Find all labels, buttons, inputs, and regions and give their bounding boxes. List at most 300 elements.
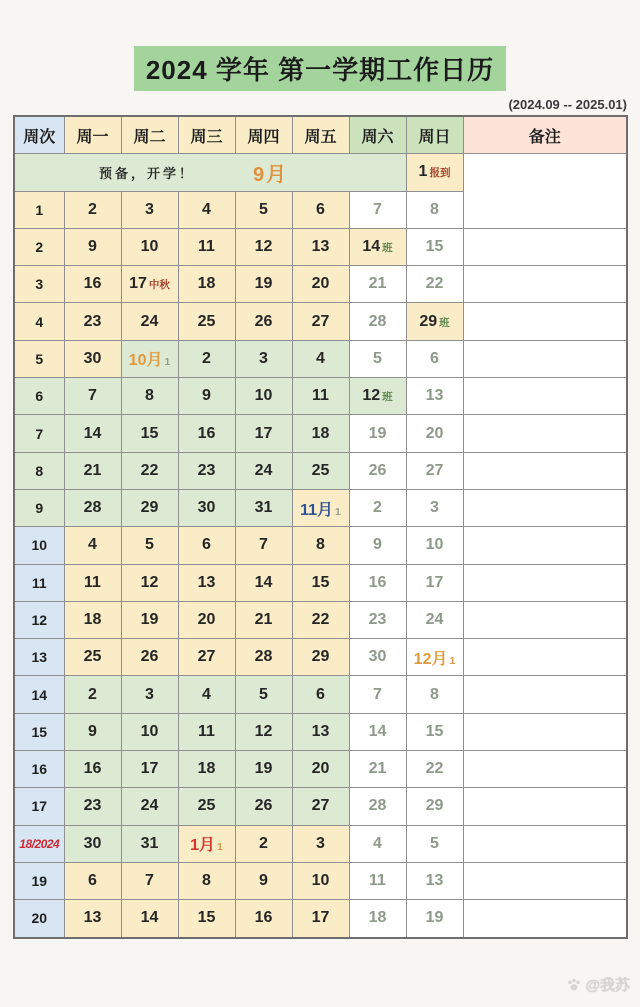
makeup-class-cell [406, 303, 463, 340]
week-row-8 [14, 452, 627, 489]
day-number: 13 [197, 573, 216, 591]
day-cell [178, 862, 235, 899]
day-number: 12 [254, 238, 273, 256]
day-number: 3 [259, 349, 268, 367]
day-number: 8 [316, 536, 325, 554]
col-header-2: 周二 [121, 116, 178, 154]
remark-cell [463, 825, 627, 862]
day-cell [406, 228, 463, 265]
day-number: 13 [83, 909, 102, 927]
remark-cell [463, 452, 627, 489]
day-cell [235, 900, 292, 938]
remark-cell [463, 676, 627, 713]
day-cell [235, 191, 292, 228]
day-cell [121, 228, 178, 265]
day-cell [178, 452, 235, 489]
day-cell [64, 564, 121, 601]
col-header-5: 周五 [292, 116, 349, 154]
day-number: 21 [368, 760, 387, 778]
day-number: 9 [259, 872, 268, 890]
week-row-10 [14, 527, 627, 564]
day-cell [292, 378, 349, 415]
day-cell [292, 676, 349, 713]
week-number-cell: 5 [14, 340, 64, 377]
day-cell [235, 713, 292, 750]
day-annotation: 1 [164, 356, 171, 369]
day-number: 19 [140, 611, 159, 628]
day-number: 1 [418, 163, 428, 181]
day-number: 6 [316, 200, 325, 218]
week-number-cell: 17 [14, 788, 64, 825]
day-cell [64, 378, 121, 415]
day-cell [406, 825, 463, 862]
day-cell [178, 340, 235, 377]
day-cell [349, 191, 406, 228]
week-number-cell: 2 [14, 228, 64, 265]
day-number: 10 [425, 536, 444, 554]
day-cell [64, 900, 121, 938]
day-cell [121, 527, 178, 564]
week-row-16 [14, 751, 627, 788]
day-cell [349, 788, 406, 825]
day-number: 7 [373, 200, 382, 218]
day-cell [235, 639, 292, 676]
week-row-13 [14, 639, 627, 676]
remark-cell [463, 303, 627, 340]
day-number: 5 [259, 685, 268, 703]
day-cell [235, 340, 292, 377]
day-number: 29 [311, 648, 330, 666]
day-cell [406, 415, 463, 452]
day-number: 16 [368, 573, 387, 591]
day-cell [292, 527, 349, 564]
day-number: 4 [316, 349, 325, 367]
day-cell [64, 751, 121, 788]
remark-cell [463, 788, 627, 825]
week-row-11 [14, 564, 627, 601]
day-cell [235, 228, 292, 265]
day-number: 23 [368, 611, 387, 628]
day-number: 4 [373, 834, 382, 852]
day-number: 13 [311, 722, 330, 740]
title-bar [0, 46, 640, 91]
day-number: 14 [140, 909, 159, 927]
remark-cell [463, 489, 627, 526]
day-number: 29 [140, 499, 159, 517]
day-number: 17 [140, 760, 159, 778]
remark-cell [463, 228, 627, 265]
day-number: 16 [254, 909, 273, 927]
table-body [14, 154, 627, 938]
col-header-6: 周六 [349, 116, 406, 154]
day-cell [406, 676, 463, 713]
day-cell [178, 564, 235, 601]
col-header-1: 周一 [64, 116, 121, 154]
day-annotation: 1 [335, 505, 341, 518]
day-number: 24 [140, 797, 159, 815]
day-cell [64, 825, 121, 862]
day-cell [178, 788, 235, 825]
day-number: 24 [254, 461, 273, 479]
day-cell [178, 303, 235, 340]
day-number: 12 [140, 573, 159, 591]
day-cell [121, 378, 178, 415]
day-cell [235, 489, 292, 526]
day-cell [64, 639, 121, 676]
day-cell [178, 713, 235, 750]
day-number: 28 [254, 648, 273, 666]
day-cell [235, 862, 292, 899]
day-annotation: 班 [382, 242, 393, 255]
date-range: (2024.09 -- 2025.01) [508, 97, 627, 112]
remark-cell [463, 751, 627, 788]
day-cell [64, 266, 121, 303]
day-number: 27 [311, 797, 330, 815]
day-cell [235, 751, 292, 788]
day-cell [406, 452, 463, 489]
day-cell [178, 676, 235, 713]
day-cell [292, 266, 349, 303]
day-cell [121, 191, 178, 228]
day-number: 19 [254, 760, 273, 778]
day-annotation: 中秋 [148, 279, 170, 292]
week-row-4 [14, 303, 627, 340]
day-cell [178, 601, 235, 638]
day-number: 9 [202, 387, 211, 405]
remark-cell [463, 340, 627, 377]
remark-cell [463, 862, 627, 899]
remark-cell [463, 527, 627, 564]
day-cell [121, 639, 178, 676]
day-number: 15 [140, 424, 159, 442]
day-cell [121, 489, 178, 526]
week-row-7 [14, 415, 627, 452]
day-number: 10 [140, 238, 159, 256]
table-header [14, 116, 627, 154]
day-cell [292, 303, 349, 340]
day-number: 24 [140, 312, 159, 330]
week-row-12 [14, 601, 627, 638]
day-number: 3 [316, 834, 325, 852]
col-header-3: 周三 [178, 116, 235, 154]
day-cell [349, 266, 406, 303]
day-number: 8 [145, 387, 154, 405]
day-cell [406, 564, 463, 601]
day-number: 2 [202, 349, 211, 367]
week-number-cell: 15 [14, 713, 64, 750]
day-number: 14 [254, 573, 273, 591]
day-cell [406, 527, 463, 564]
day-cell [406, 340, 463, 377]
day-annotation: 1 [449, 654, 456, 667]
day-number: 1月 [190, 837, 216, 855]
day-number: 2 [88, 200, 97, 218]
week-number-cell: 4 [14, 303, 64, 340]
remark-cell [463, 266, 627, 303]
day-number: 17 [129, 275, 147, 293]
day-number: 6 [430, 349, 439, 367]
week-row-17 [14, 788, 627, 825]
day-cell [235, 564, 292, 601]
banner-month-label: 9月 [253, 163, 289, 186]
day-cell [349, 303, 406, 340]
day-number: 16 [197, 424, 216, 442]
day-number: 27 [311, 312, 330, 330]
week-number-cell: 18/2024 [14, 825, 64, 862]
week-row-18 [14, 825, 627, 862]
day-cell [178, 415, 235, 452]
week-number-cell: 8 [14, 452, 64, 489]
day-number: 25 [197, 312, 216, 330]
day-cell [178, 527, 235, 564]
week-row-3 [14, 266, 627, 303]
day-number: 10 [254, 387, 273, 405]
day-cell [349, 489, 406, 526]
day-number: 12 [362, 387, 381, 405]
day-cell [64, 713, 121, 750]
day-number: 11 [369, 872, 386, 890]
day-cell [292, 825, 349, 862]
day-cell [406, 788, 463, 825]
remark-cell [463, 564, 627, 601]
day-number: 10 [140, 722, 159, 740]
day-annotation: 班 [382, 391, 393, 404]
day-number: 5 [373, 349, 382, 367]
day-annotation: 报到 [429, 167, 451, 180]
day-number: 19 [425, 909, 444, 927]
day-cell [121, 788, 178, 825]
day-number: 4 [202, 200, 211, 218]
day-cell [64, 862, 121, 899]
day-number: 12月 [413, 650, 448, 668]
banner-label: 预备，开学！ [99, 165, 196, 181]
col-header-8: 备注 [463, 116, 627, 154]
day-number: 27 [425, 461, 444, 479]
day-cell [235, 266, 292, 303]
day-number: 4 [202, 685, 211, 703]
dec-1-cell [406, 639, 463, 676]
day-cell [235, 527, 292, 564]
day-number: 11 [312, 387, 329, 405]
week-row-15 [14, 713, 627, 750]
day-number: 7 [373, 685, 382, 703]
day-number: 28 [368, 797, 387, 815]
day-number: 15 [197, 909, 216, 927]
day-cell [235, 303, 292, 340]
day-number: 20 [311, 760, 330, 778]
day-number: 29 [419, 312, 438, 330]
day-number: 31 [254, 499, 273, 517]
day-number: 9 [88, 238, 97, 256]
day-number: 17 [311, 909, 330, 927]
day-cell [292, 862, 349, 899]
day-number: 21 [83, 461, 102, 479]
day-cell [349, 340, 406, 377]
day-cell [121, 825, 178, 862]
day-cell [178, 228, 235, 265]
week-number-cell: 20 [14, 900, 64, 938]
calendar-table [13, 115, 628, 939]
day-number: 6 [88, 872, 97, 890]
week-row-19 [14, 862, 627, 899]
september-banner-row [14, 154, 627, 191]
day-cell [406, 862, 463, 899]
day-number: 6 [316, 685, 325, 703]
day-cell [121, 751, 178, 788]
day-number: 14 [362, 238, 381, 256]
day-number: 9 [88, 722, 97, 740]
day-number: 28 [368, 312, 387, 330]
day-number: 18 [197, 760, 216, 778]
day-number: 7 [88, 387, 97, 405]
day-number: 5 [430, 834, 439, 852]
day-cell [64, 527, 121, 564]
day-number: 9 [373, 536, 382, 554]
day-number: 30 [83, 834, 102, 852]
day-cell [406, 713, 463, 750]
day-number: 13 [425, 872, 444, 890]
day-number: 19 [368, 424, 387, 442]
day-cell [235, 452, 292, 489]
day-number: 2 [373, 499, 382, 517]
day-number: 25 [197, 797, 216, 815]
day-cell [406, 266, 463, 303]
sep-1-report-cell [406, 154, 463, 191]
day-number: 11 [84, 573, 101, 591]
day-number: 30 [197, 499, 216, 517]
day-number: 23 [83, 312, 102, 330]
day-cell [292, 340, 349, 377]
oct-1-cell [121, 340, 178, 377]
day-number: 23 [197, 461, 216, 479]
day-cell [64, 191, 121, 228]
day-number: 11 [198, 238, 215, 256]
watermark [566, 974, 630, 995]
day-number: 23 [83, 797, 102, 815]
week-number-cell: 9 [14, 489, 64, 526]
day-number: 18 [197, 275, 216, 293]
day-cell [292, 751, 349, 788]
day-number: 26 [254, 312, 273, 330]
week-row-20 [14, 900, 627, 938]
day-number: 18 [368, 909, 387, 927]
day-cell [235, 676, 292, 713]
day-number: 21 [368, 275, 387, 293]
day-cell [349, 751, 406, 788]
day-number: 25 [311, 461, 330, 479]
day-cell [406, 601, 463, 638]
day-number: 8 [430, 685, 439, 703]
day-number: 30 [368, 648, 387, 666]
day-number: 18 [311, 424, 330, 442]
day-number: 14 [368, 722, 387, 740]
day-cell [292, 564, 349, 601]
day-cell [64, 303, 121, 340]
day-cell [235, 378, 292, 415]
makeup-class-cell [349, 378, 406, 415]
day-number: 11 [198, 722, 215, 740]
day-number: 3 [145, 685, 154, 703]
day-number: 5 [259, 200, 268, 218]
day-cell [349, 862, 406, 899]
day-number: 15 [425, 238, 444, 256]
day-number: 2 [88, 685, 97, 703]
day-number: 2 [259, 834, 268, 852]
day-cell [292, 601, 349, 638]
day-number: 17 [254, 424, 273, 442]
day-number: 7 [259, 536, 268, 554]
day-number: 17 [425, 573, 444, 591]
day-cell [349, 452, 406, 489]
page-title: 2024 学年 第一学期工作日历 [134, 46, 506, 91]
day-cell [349, 900, 406, 938]
day-cell [64, 452, 121, 489]
week-number-cell: 16 [14, 751, 64, 788]
day-cell [178, 266, 235, 303]
day-cell [349, 601, 406, 638]
day-number: 30 [83, 349, 102, 367]
day-number: 13 [425, 387, 444, 405]
day-cell [349, 825, 406, 862]
day-cell [121, 713, 178, 750]
week-number-cell: 19 [14, 862, 64, 899]
week-number-cell: 3 [14, 266, 64, 303]
day-number: 10月 [128, 352, 163, 370]
day-cell [292, 639, 349, 676]
day-cell [235, 415, 292, 452]
header-row [14, 116, 627, 154]
day-cell [64, 415, 121, 452]
day-number: 10 [311, 872, 330, 890]
day-cell [121, 452, 178, 489]
day-number: 13 [311, 238, 330, 256]
day-cell [406, 378, 463, 415]
col-header-4: 周四 [235, 116, 292, 154]
day-number: 18 [83, 611, 102, 628]
day-cell [406, 900, 463, 938]
day-cell [64, 676, 121, 713]
day-number: 25 [83, 648, 102, 666]
day-number: 29 [425, 797, 444, 815]
day-number: 22 [425, 760, 444, 778]
week-row-2 [14, 228, 627, 265]
day-number: 22 [140, 461, 159, 479]
day-number: 20 [311, 275, 330, 293]
week-number-cell: 1 [14, 191, 64, 228]
day-cell [406, 489, 463, 526]
day-number: 28 [83, 499, 102, 517]
day-number: 27 [197, 648, 216, 666]
day-cell [121, 601, 178, 638]
day-cell [292, 900, 349, 938]
day-number: 22 [311, 611, 330, 628]
day-number: 26 [254, 797, 273, 815]
day-cell [292, 713, 349, 750]
day-number: 11月 [300, 501, 334, 519]
day-cell [178, 900, 235, 938]
day-number: 7 [145, 872, 154, 890]
week-row-6 [14, 378, 627, 415]
remark-cell [463, 601, 627, 638]
week-number-cell: 10 [14, 527, 64, 564]
remark-cell [463, 713, 627, 750]
day-number: 3 [145, 200, 154, 218]
day-cell [121, 564, 178, 601]
day-cell [292, 788, 349, 825]
day-number: 8 [202, 872, 211, 890]
day-cell [349, 564, 406, 601]
week-row-5 [14, 340, 627, 377]
